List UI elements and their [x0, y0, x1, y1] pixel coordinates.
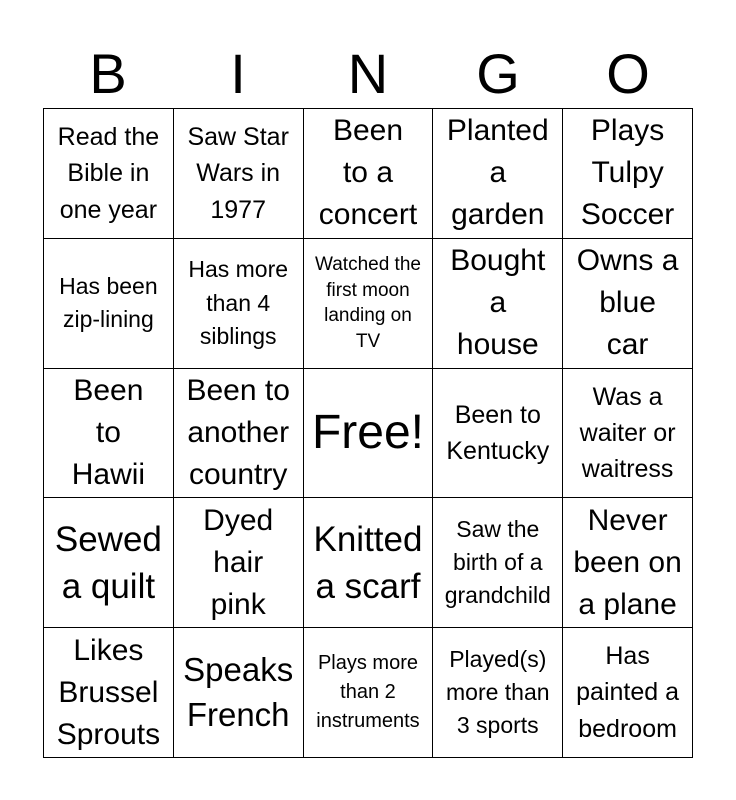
bingo-cell[interactable]: [44, 239, 174, 369]
bingo-cell[interactable]: [304, 498, 434, 628]
bingo-cell[interactable]: [563, 239, 693, 369]
cell-text: Read the Bible in one year: [57, 123, 160, 224]
cell-text: Played(s) more than 3 sports: [446, 645, 550, 739]
cell-text: Sewed a quilt: [54, 519, 162, 606]
bingo-cell[interactable]: [174, 628, 304, 758]
cell-text: Was a waiter or waitress: [579, 382, 676, 484]
bingo-cell[interactable]: [563, 498, 693, 628]
bingo-cell[interactable]: [433, 369, 563, 499]
bingo-cell[interactable]: [563, 628, 693, 758]
header-letter-g: G: [476, 42, 520, 105]
bingo-cell[interactable]: [433, 628, 563, 758]
bingo-cell[interactable]: [304, 239, 434, 369]
cell-text: Been to another country: [186, 373, 290, 491]
bingo-cell[interactable]: [44, 369, 174, 499]
cell-text: Been to a concert: [318, 114, 418, 232]
cell-text: Plays Tulpy Soccer: [580, 114, 675, 232]
cell-text: Been to Hawii: [71, 373, 146, 491]
bingo-cell[interactable]: [174, 239, 304, 369]
header-letter-n: N: [347, 42, 389, 105]
free-space-text: Free!: [311, 405, 424, 459]
cell-text: Bought a house: [450, 244, 546, 362]
bingo-cell[interactable]: [563, 369, 693, 499]
header-letter-i: I: [230, 42, 246, 105]
bingo-cell[interactable]: [304, 109, 434, 239]
bingo-cell[interactable]: [563, 109, 693, 239]
bingo-cell[interactable]: [174, 369, 304, 499]
bingo-cell[interactable]: [433, 109, 563, 239]
cell-text: Plays more than 2 instruments: [316, 652, 420, 733]
cell-text: Planted a garden: [446, 114, 549, 232]
bingo-header: [43, 40, 693, 108]
cell-text: Speaks French: [183, 651, 294, 733]
cell-text: Dyed hair pink: [203, 503, 274, 621]
cell-text: Has painted a bedroom: [576, 642, 680, 743]
bingo-cell[interactable]: [44, 109, 174, 239]
cell-text: Saw Star Wars in 1977: [187, 123, 289, 224]
header-letter-b: B: [89, 42, 127, 105]
cell-text: Been to Kentucky: [446, 400, 550, 465]
cell-text: Never been on a plane: [573, 503, 682, 621]
bingo-cell[interactable]: [304, 628, 434, 758]
cell-text: Watched the first moon landing on TV: [315, 253, 421, 352]
bingo-cell[interactable]: [44, 628, 174, 758]
bingo-cell[interactable]: [174, 109, 304, 239]
bingo-cell[interactable]: [433, 239, 563, 369]
bingo-cell[interactable]: [174, 498, 304, 628]
bingo-cell[interactable]: [433, 498, 563, 628]
bingo-board: [43, 108, 693, 758]
cell-text: Saw the birth of a grandchild: [444, 515, 551, 609]
cell-text: Likes Brussel Sprouts: [56, 633, 161, 751]
cell-text: Owns a blue car: [576, 244, 679, 362]
cell-text: Knitted a scarf: [313, 519, 423, 606]
cell-text: Has more than 4 siblings: [188, 256, 289, 349]
bingo-cell[interactable]: [44, 498, 174, 628]
cell-text: Has been zip-lining: [59, 272, 158, 333]
free-space-cell[interactable]: [304, 369, 434, 499]
header-letter-o: O: [606, 42, 650, 105]
